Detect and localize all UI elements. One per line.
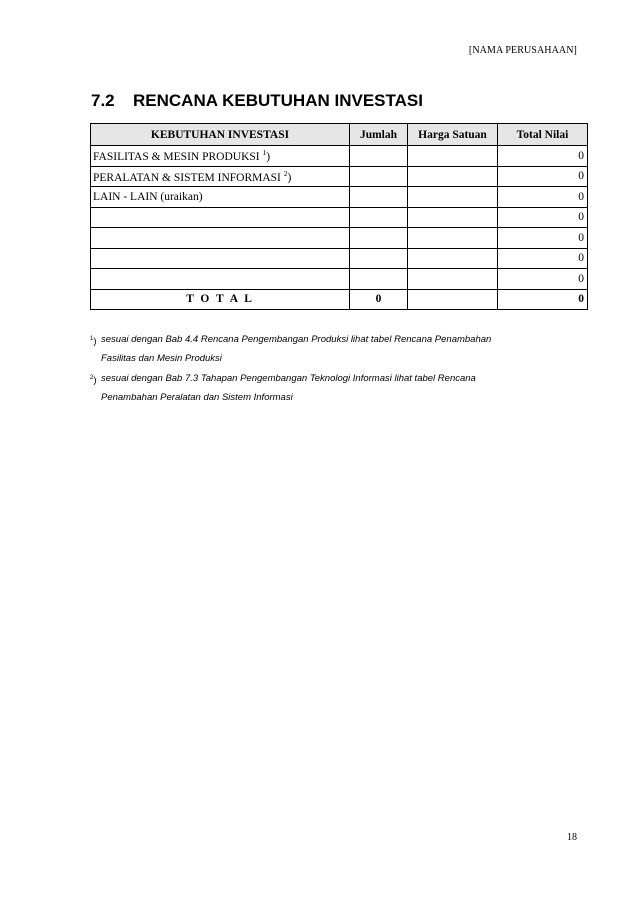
footnote-marker-suffix: ) — [93, 375, 97, 387]
footnote-number: 1 — [90, 336, 94, 342]
footnote-ref-suffix: ) — [287, 171, 292, 184]
total-cell: 0 — [498, 187, 588, 208]
footnote-marker — [90, 330, 97, 351]
total-cell: 0 — [498, 207, 588, 228]
table-row — [91, 187, 588, 208]
footnote — [90, 330, 570, 368]
total-cell: 0 — [498, 166, 588, 187]
total-harga — [408, 289, 498, 310]
total-cell: 0 — [498, 146, 588, 167]
item-label: PERALATAN & SISTEM INFORMASI — [93, 171, 284, 184]
harga-cell — [408, 146, 498, 167]
column-header-harga-satuan: Harga Satuan — [408, 124, 498, 146]
table-row — [91, 207, 588, 228]
footnote — [90, 369, 570, 407]
company-name-header: [NAMA PERUSAHAAN] — [468, 45, 577, 56]
section-title-text: RENCANA KEBUTUHAN INVESTASI — [133, 91, 423, 110]
table-row — [91, 248, 588, 269]
jumlah-cell — [350, 269, 408, 290]
total-cell: 0 — [498, 228, 588, 249]
jumlah-cell — [350, 166, 408, 187]
footnote-line: sesuai dengan Bab 4.4 Rencana Pengembangan Produksi lihat tabel Rencana Penambahan — [101, 334, 492, 345]
section-heading — [91, 91, 423, 111]
total-label: T O T A L — [91, 289, 350, 310]
total-jumlah: 0 — [350, 289, 408, 310]
total-cell: 0 — [498, 269, 588, 290]
harga-cell — [408, 248, 498, 269]
footnote-number: 2 — [90, 375, 94, 381]
item-cell — [91, 207, 350, 228]
table-row — [91, 166, 588, 187]
jumlah-cell — [350, 146, 408, 167]
table-row — [91, 269, 588, 290]
item-cell — [91, 248, 350, 269]
item-cell: LAIN - LAIN (uraikan) — [91, 187, 350, 208]
investment-table — [90, 123, 588, 310]
harga-cell — [408, 187, 498, 208]
item-label: FASILITAS & MESIN PRODUKSI — [93, 151, 263, 164]
section-number: 7.2 — [91, 91, 115, 110]
item-cell — [91, 269, 350, 290]
footnote-marker-suffix: ) — [93, 336, 97, 348]
column-header-total-nilai: Total Nilai — [498, 124, 588, 146]
harga-cell — [408, 228, 498, 249]
harga-cell — [408, 166, 498, 187]
jumlah-cell — [350, 187, 408, 208]
footnote-line: Fasilitas dan Mesin Produksi — [101, 353, 222, 364]
column-header-kebutuhan: KEBUTUHAN INVESTASI — [91, 124, 350, 146]
table-row — [91, 146, 588, 167]
table-row — [91, 228, 588, 249]
total-cell: 0 — [498, 248, 588, 269]
jumlah-cell — [350, 207, 408, 228]
footnote-ref-suffix: ) — [266, 151, 271, 164]
item-cell — [91, 146, 350, 167]
footnotes — [90, 330, 570, 408]
item-cell — [91, 166, 350, 187]
footnote-marker — [90, 369, 97, 390]
harga-cell — [408, 269, 498, 290]
footnote-line: sesuai dengan Bab 7.3 Tahapan Pengembangan Teknologi Informasi lihat tabel Rencana — [101, 373, 476, 384]
footnote-line: Penambahan Peralatan dan Sistem Informasi — [101, 392, 293, 403]
harga-cell — [408, 207, 498, 228]
table-total-row — [91, 289, 588, 310]
page-number: 18 — [567, 832, 577, 843]
total-nilai: 0 — [498, 289, 588, 310]
jumlah-cell — [350, 248, 408, 269]
footnote-ref: 2 — [283, 168, 288, 178]
jumlah-cell — [350, 228, 408, 249]
footnote-ref: 1 — [262, 148, 267, 158]
column-header-jumlah: Jumlah — [350, 124, 408, 146]
table-header-row — [91, 124, 588, 146]
item-cell — [91, 228, 350, 249]
